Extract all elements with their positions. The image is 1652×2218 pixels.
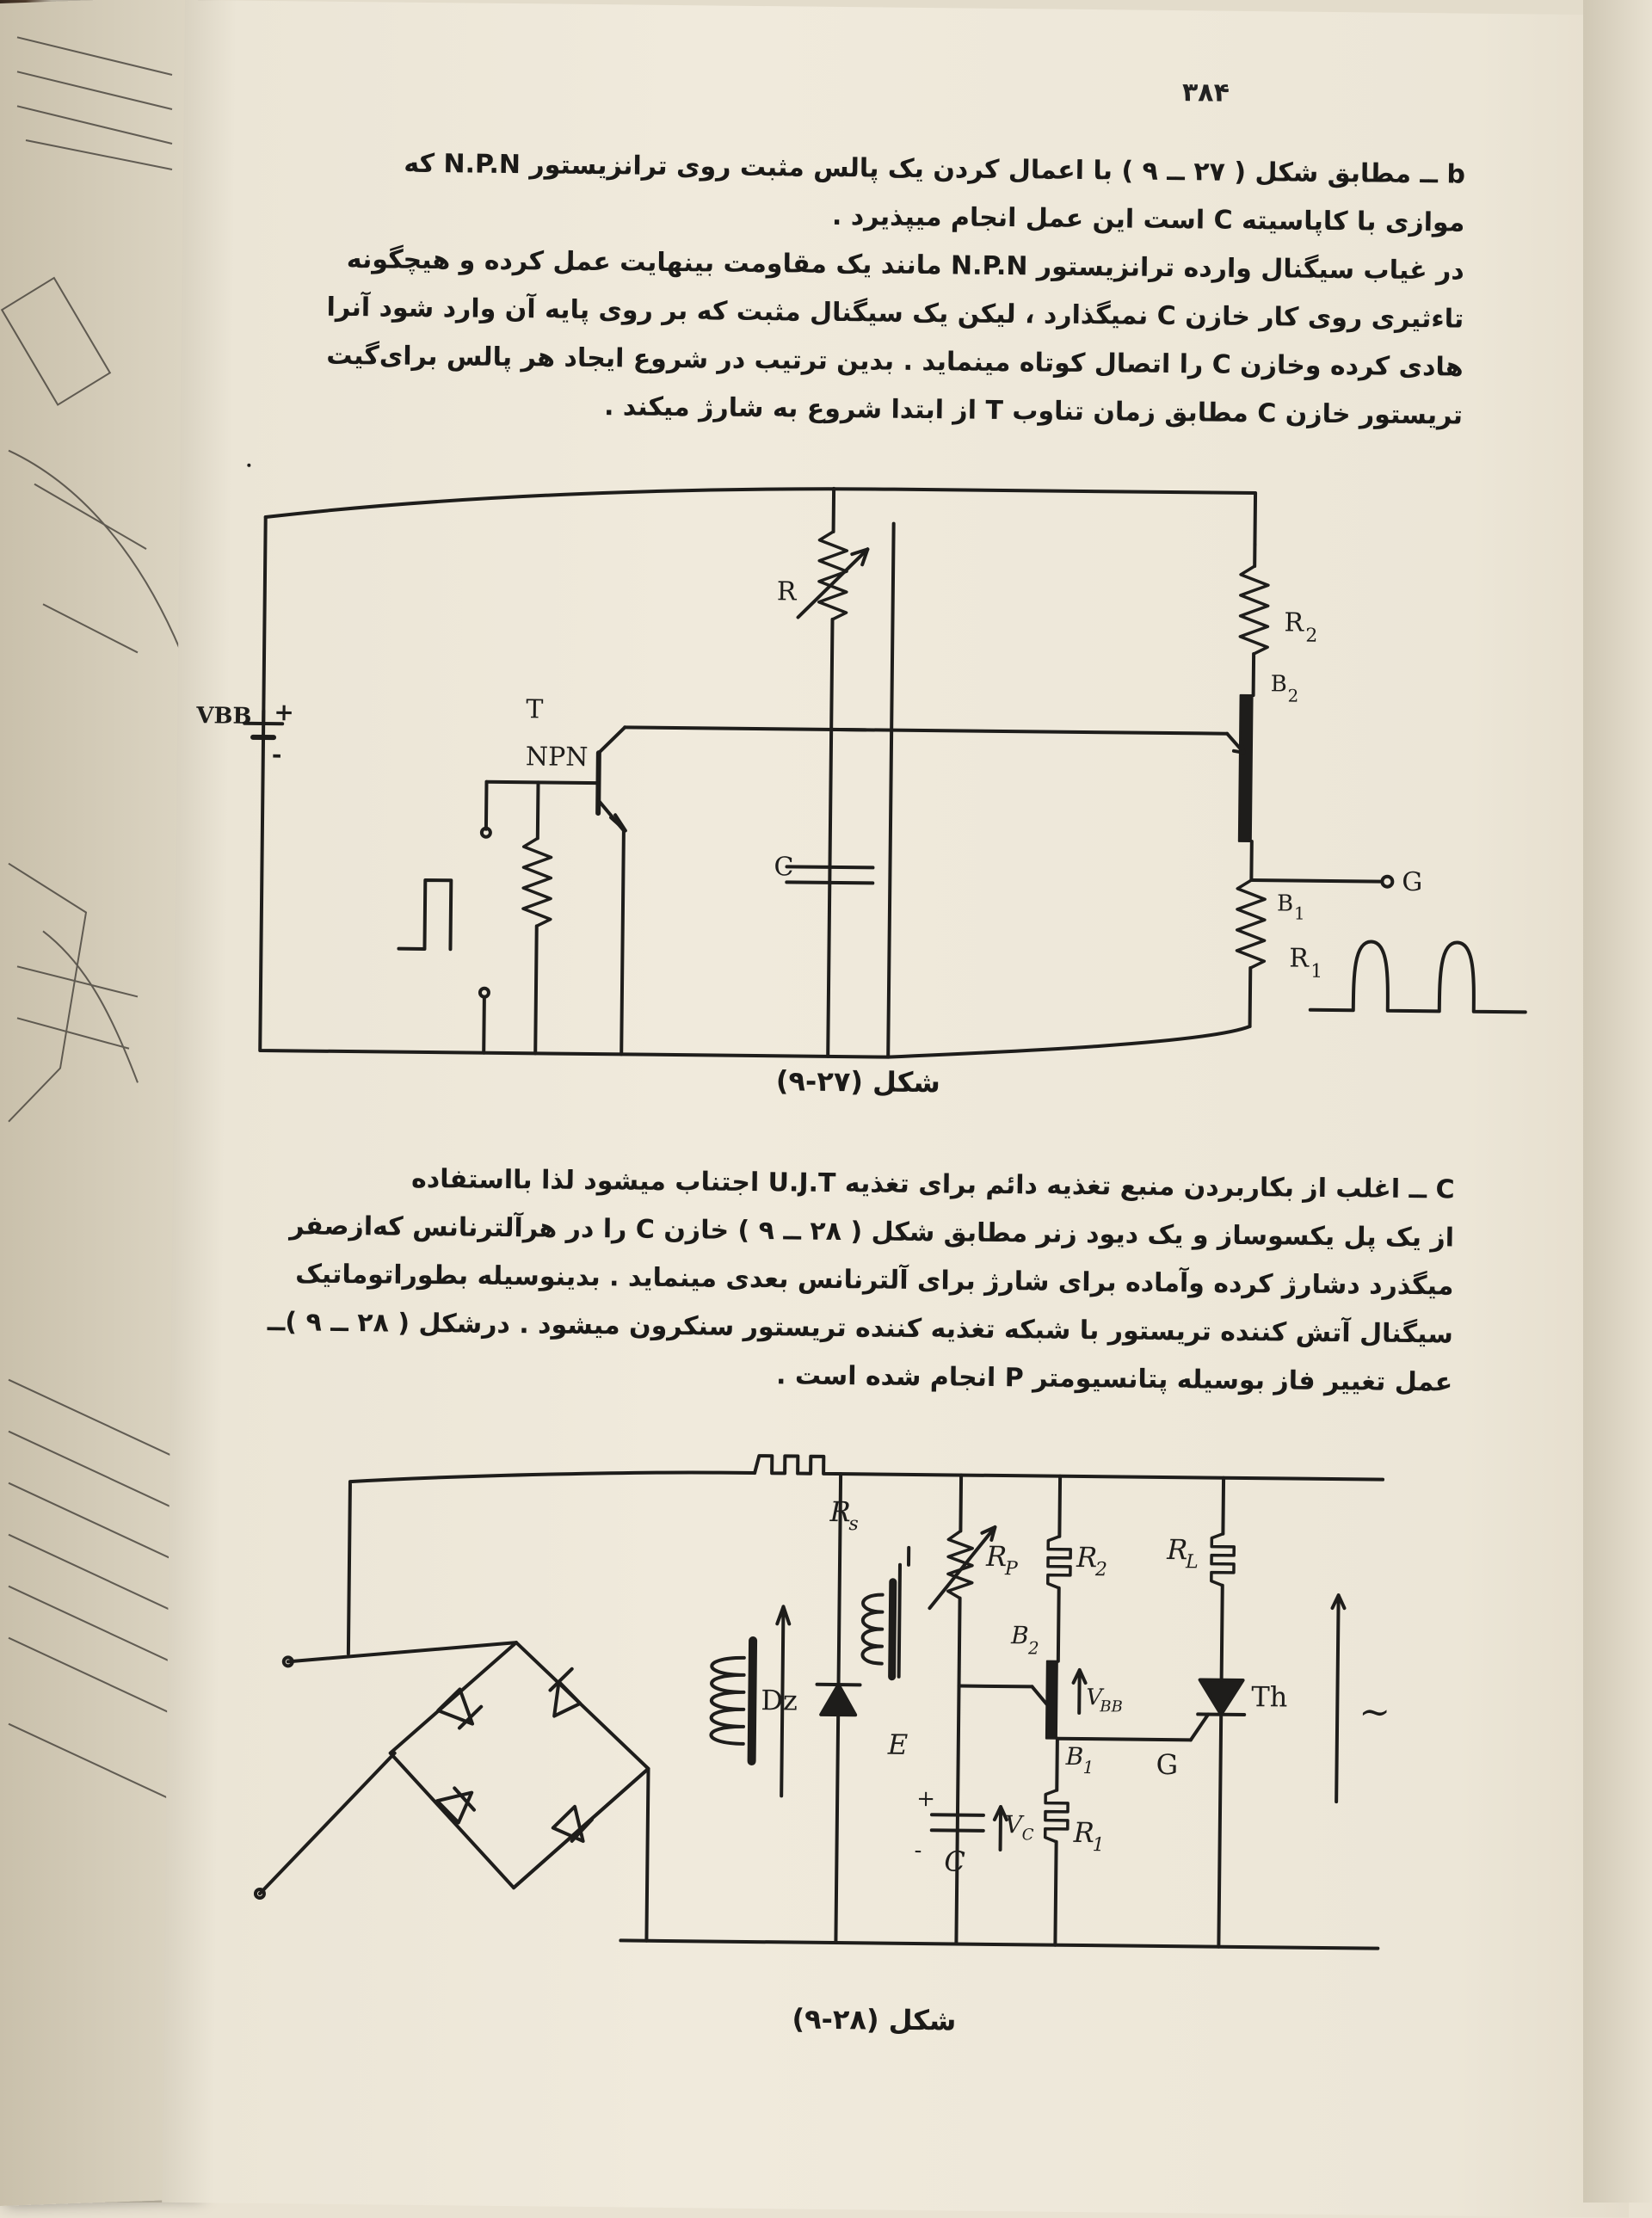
- fig2-label-r1-sub: 1: [1092, 1834, 1104, 1856]
- paragraph-b: [232, 139, 1465, 441]
- fig2-label-r2: R: [1076, 1541, 1097, 1574]
- fig1-label-r1: R: [1289, 944, 1310, 974]
- fig1-label-r1-sub: 1: [1310, 961, 1322, 983]
- fig2-label-th: Th: [1251, 1680, 1287, 1713]
- fig2-label-e: E: [887, 1728, 909, 1761]
- fig2-label-rl-sub: L: [1185, 1551, 1199, 1573]
- fig1-label-b2: B: [1271, 671, 1287, 697]
- fig2-label-vbb-sub: BB: [1099, 1697, 1123, 1716]
- fig1-label-b1-sub: 1: [1294, 903, 1305, 924]
- paragraph-c-line-4: سیگنال آتش کننده تریستور با شبکه تغذیه کننده تریستور سنکرون میشود . درشکل ( ۲۸ ــ ۹ )ــ: [223, 1298, 1454, 1359]
- figure-28-9-circuit: [129, 1427, 1598, 2045]
- paragraph-c-line-2: از یک پل یکسوساز و یک دیود زنر مطابق شکل ( ۲۸ ــ ۹ ) خازن C را در هرآلترنانس که‌ازصفر: [224, 1202, 1455, 1263]
- fig2-label-rp: R: [985, 1540, 1007, 1573]
- paragraph-c-line-1: C ــ اغلب از بکاربردن منبع تغذیه دائم برای تغذیه U.J.T اجتناب میشود لذا بااستفاده: [224, 1154, 1455, 1215]
- figure-28-9-caption: شکل (۲۸-۹): [792, 2003, 956, 2037]
- fig1-label-c: C: [774, 852, 793, 882]
- fig2-label-b2: B: [1010, 1621, 1029, 1649]
- fig2-label-rp-sub: P: [1004, 1558, 1019, 1580]
- fig2-label-b1: B: [1065, 1742, 1084, 1771]
- paragraph-b-line-2: موازی با کاپاسیته C است این عمل انجام میپذیرد .: [234, 187, 1465, 248]
- fig2-label-dz: Dz: [761, 1684, 798, 1716]
- fig1-label-npn: NPN: [526, 742, 589, 773]
- fig2-label-r2-sub: 2: [1094, 1559, 1107, 1580]
- fig2-label-minus: -: [914, 1838, 922, 1864]
- fig1-label-minus: -: [272, 740, 282, 768]
- fig1-label-r: R: [777, 576, 798, 607]
- fig1-label-r2-sub: 2: [1305, 625, 1317, 647]
- fig2-label-rs-sub: s: [848, 1513, 859, 1535]
- fig2-label-b2-sub: 2: [1027, 1637, 1039, 1658]
- main-page: [162, 0, 1652, 2218]
- paragraph-b-line-5: هادی کرده وخازن C را اتصال کوتاه مینماید . بدین ترتیب در شروع ایجاد هر پالس برای‌گیت: [232, 331, 1464, 392]
- paragraph-c-line-5: عمل تغییر فاز بوسیله پتانسیومتر P انجام شده است .: [222, 1346, 1453, 1408]
- fig1-label-g: G: [1402, 867, 1422, 897]
- paragraph-c-line-3: میگذرد دشارژ کرده وآماده برای شارژ برای آلترنانس بعدی مینماید . بدینوسیله بطوراتوماتیک: [223, 1250, 1454, 1311]
- fig2-label-vbb: V: [1086, 1685, 1104, 1710]
- fig2-label-vc-sub: C: [1022, 1826, 1034, 1844]
- fig2-label-g: G: [1156, 1748, 1178, 1781]
- fig1-label-plus: +: [274, 698, 294, 726]
- fig2-label-c: C: [944, 1845, 965, 1877]
- page-number: ۳۸۴: [1182, 77, 1230, 108]
- right-page-edge: [1583, 0, 1652, 2203]
- fig1-label-r2: R: [1284, 607, 1304, 638]
- paragraph-b-line-4: تاءثیری روی کار خازن C نمیگذارد ، لیکن یک سیگنال مثبت که بر روی پایه آن وارد شود آنرا: [233, 283, 1464, 344]
- paragraph-b-line-6: تریستور خازن C مطابق زمان تناوب T از ابتدا شروع به شارژ میکند .: [232, 379, 1464, 441]
- fig1-label-vbb: VBB: [195, 703, 251, 730]
- fig2-label-tilde: ~: [1359, 1690, 1390, 1734]
- figure-27-9-caption: شکل (۲۷-۹): [776, 1064, 940, 1099]
- paragraph-b-line-1: b ــ مطابق شکل ( ۲۷ ــ ۹ ) با اعمال کردن یک پالس مثبت روی ترانزیستور N.P.N که: [235, 139, 1466, 200]
- paragraph-b-line-3: در غیاب سیگنال وارده ترانزیستور N.P.N مانند یک مقاومت بینهایت عمل کرده و هیچگونه: [234, 235, 1465, 296]
- fig1-label-t: T: [526, 694, 543, 724]
- fig1-label-b1: B: [1277, 890, 1293, 916]
- figure-27-9-circuit: [243, 465, 1539, 1081]
- fig2-label-vc: V: [1005, 1810, 1025, 1839]
- paragraph-c: [222, 1154, 1455, 1408]
- fig2-label-plus: +: [916, 1786, 935, 1812]
- fig2-label-b1-sub: 1: [1082, 1757, 1094, 1777]
- fig2-label-rl: R: [1166, 1533, 1187, 1566]
- fig1-frame: [260, 517, 893, 1057]
- fig2-label-rs: R: [829, 1495, 850, 1528]
- fig2-label-r1: R: [1073, 1816, 1094, 1849]
- fig1-label-b2-sub: 2: [1287, 685, 1298, 705]
